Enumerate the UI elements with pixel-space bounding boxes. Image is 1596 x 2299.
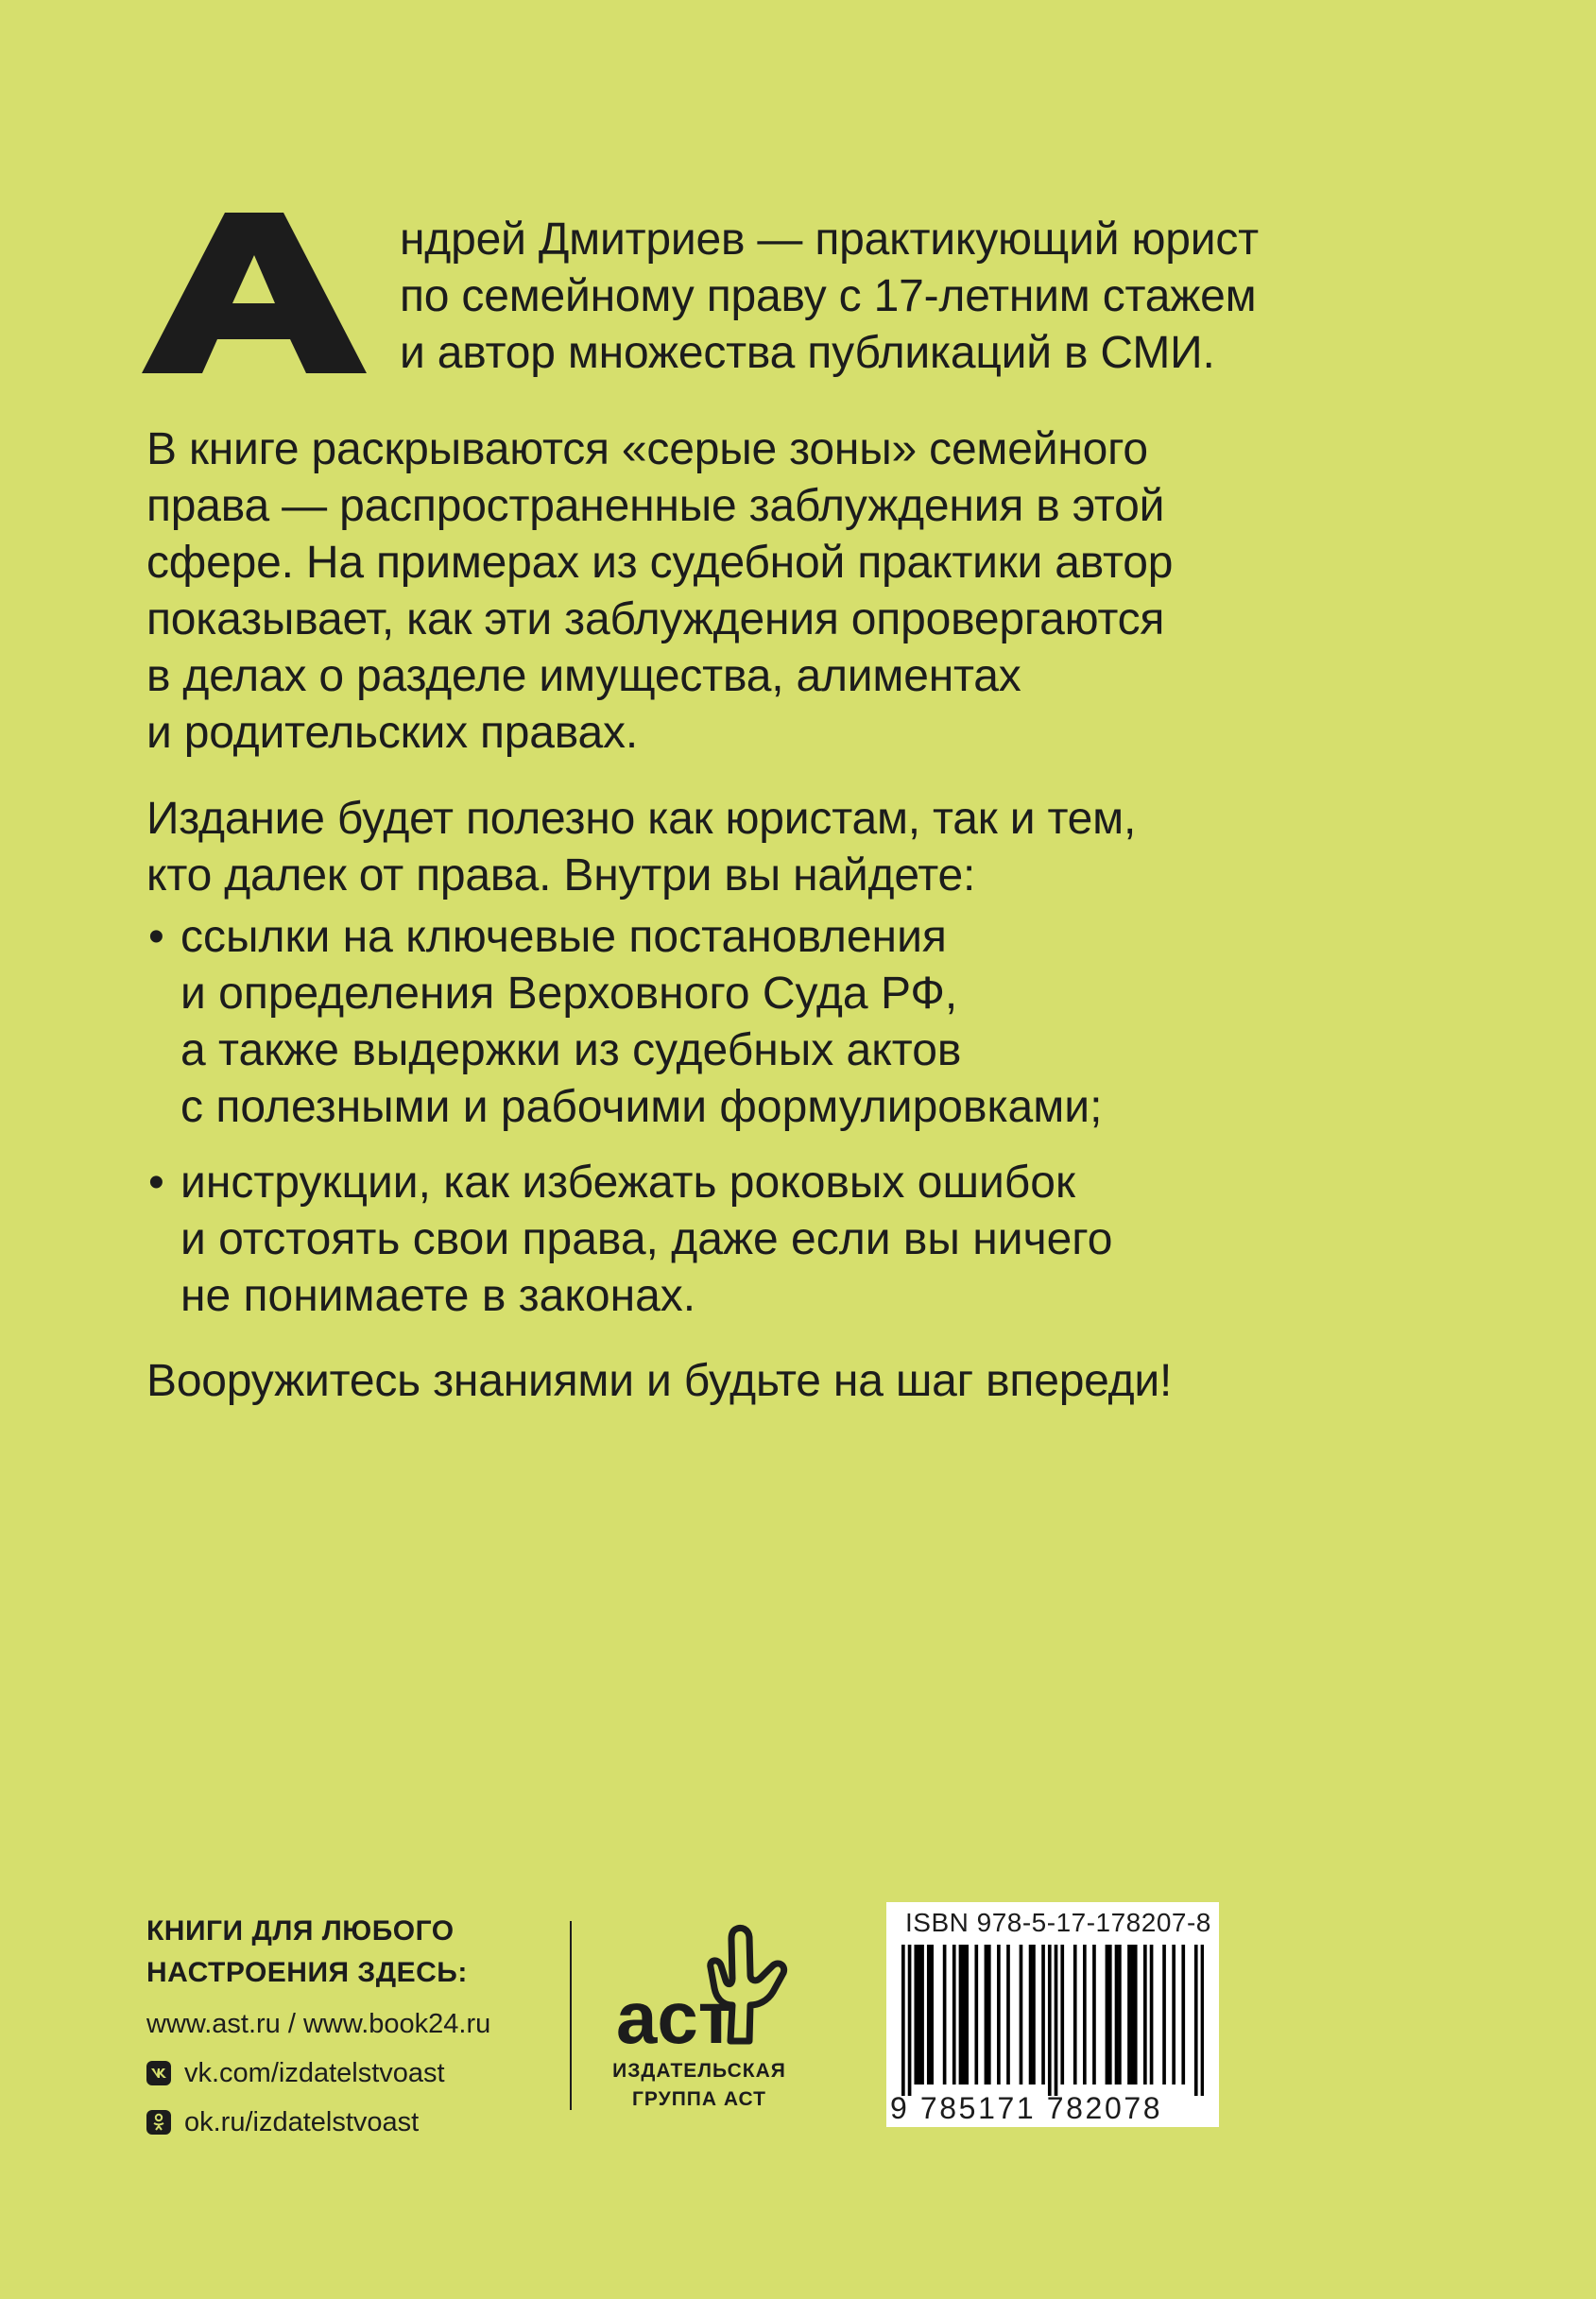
barcode-bar <box>997 1945 1001 2085</box>
paragraph-line: и родительских правах. <box>146 708 638 758</box>
caption-line: ИЗДАТЕЛЬСКАЯ <box>612 2060 786 2082</box>
bullet-item <box>146 909 1112 1136</box>
barcode-bar <box>1127 1945 1131 2085</box>
paragraph-line: сфере. На примерах из судебной практики автор <box>146 538 1174 588</box>
barcode-bar <box>1172 1945 1176 2085</box>
barcode-bar <box>959 1945 963 2085</box>
bullet-dot: • <box>148 1158 164 1208</box>
barcode-bar <box>927 1945 931 2085</box>
isbn-barcode <box>886 1902 1219 2127</box>
ok-link[interactable] <box>146 2103 490 2141</box>
barcode-bar <box>1083 1945 1087 2085</box>
barcode-bar <box>901 1945 905 2096</box>
barcode-bar <box>1029 1945 1033 2085</box>
barcode-bar <box>930 1945 934 2085</box>
description-paragraph <box>146 421 1469 762</box>
intro-line: и автор множества публикаций в СМИ. <box>400 328 1215 378</box>
closing-text: Вооружитесь знаниями и будьте на шаг впереди! <box>146 1356 1173 1406</box>
barcode-bar <box>1032 1945 1036 2085</box>
barcode-bars <box>901 1945 1204 2096</box>
barcode-bar <box>1048 1945 1052 2096</box>
bullet-line: а также выдержки из судебных актов <box>180 1025 962 1075</box>
barcode-bar <box>920 1945 924 2085</box>
bullet-line: инструкции, как избежать роковых ошибок <box>180 1158 1075 1208</box>
bullet-line: и отстоять свои права, даже если вы ничего <box>180 1214 1113 1264</box>
vk-link-text[interactable]: vk.com/izdatelstvoast <box>184 2058 445 2088</box>
audience-paragraph <box>146 791 1469 904</box>
barcode-digits: 9 785171 782078 <box>890 2091 1163 2125</box>
paragraph-line: Издание будет полезно как юристам, так и тем, <box>146 794 1137 844</box>
barcode-bar <box>985 1945 988 2085</box>
footer-links <box>146 1911 490 2141</box>
isbn-label: ISBN 978-5-17-178207-8 <box>905 1908 1211 1937</box>
barcode-bar <box>1131 1945 1135 2085</box>
barcode-bar <box>1194 1945 1198 2096</box>
paragraph-line: показывает, как эти заблуждения опровергаются <box>146 594 1165 644</box>
barcode-bar <box>1134 1945 1138 2085</box>
barcode-bar <box>1055 1945 1058 2096</box>
barcode-bar <box>1108 1945 1112 2085</box>
intro-line: ндрей Дмитриев — практикующий юрист <box>400 214 1259 265</box>
publisher-caption <box>595 2057 803 2114</box>
logo-text: аст <box>616 1976 734 2059</box>
barcode-bar <box>1150 1945 1154 2085</box>
bullet-line: ссылки на ключевые постановления <box>180 912 947 962</box>
barcode-bar <box>918 1945 921 2085</box>
bullet-item <box>146 1155 1112 1325</box>
paragraph-line: права — распространенные заблуждения в этой <box>146 481 1165 531</box>
bullet-line: и определения Верховного Суда РФ, <box>180 969 958 1019</box>
footer-heading: НАСТРОЕНИЯ ЗДЕСЬ: <box>146 1957 468 1988</box>
barcode-bar <box>1181 1945 1185 2085</box>
paragraph-line: в делах о разделе имущества, алиментах <box>146 651 1021 701</box>
website-links[interactable]: www.ast.ru / www.book24.ru <box>146 2009 491 2039</box>
author-intro <box>146 212 1469 382</box>
vk-link[interactable] <box>146 2054 490 2092</box>
ok-link-text[interactable]: ok.ru/izdatelstvoast <box>184 2107 420 2137</box>
barcode-bar <box>1073 1945 1077 2085</box>
paragraph-line: В книге раскрываются «серые зоны» семейного <box>146 424 1148 474</box>
barcode-bar <box>914 1945 918 2085</box>
barcode-bar <box>1006 1945 1010 2085</box>
barcode-bar <box>1020 1945 1023 2085</box>
barcode-bar <box>1118 1945 1122 2085</box>
bullet-dot: • <box>148 912 164 962</box>
barcode-bar <box>1115 1945 1119 2085</box>
barcode-bar <box>962 1945 966 2085</box>
caption-line: ГРУППА АСТ <box>632 2088 766 2110</box>
barcode-bar <box>1092 1945 1096 2085</box>
barcode-bar <box>987 1945 991 2085</box>
barcode-bar <box>943 1945 947 2085</box>
closing-line <box>146 1353 1469 1410</box>
barcode-bar <box>1143 1945 1147 2085</box>
barcode-bar <box>1162 1945 1166 2085</box>
bullet-line: не понимаете в законах. <box>180 1271 696 1321</box>
paragraph-line: кто далек от права. Внутри вы найдете: <box>146 850 976 901</box>
vk-icon <box>146 2061 171 2085</box>
intro-line: по семейному праву с 17-летним стажем <box>400 271 1257 321</box>
barcode-bar <box>1201 1945 1204 2096</box>
barcode-bar <box>1106 1945 1109 2085</box>
barcode-bar <box>1041 1945 1045 2085</box>
barcode-bar <box>974 1945 978 2085</box>
footer-heading: КНИГИ ДЛЯ ЛЮБОГО <box>146 1915 455 1947</box>
barcode-bar <box>965 1945 969 2085</box>
barcode-bar <box>908 1945 912 2096</box>
barcode-bar <box>952 1945 956 2085</box>
bullet-line: с полезными и рабочими формулировками; <box>180 1082 1103 1132</box>
barcode-bar <box>1060 1945 1064 2085</box>
footer-divider <box>570 1921 572 2110</box>
ok-icon <box>146 2110 171 2135</box>
bullet-list <box>146 909 1112 1325</box>
